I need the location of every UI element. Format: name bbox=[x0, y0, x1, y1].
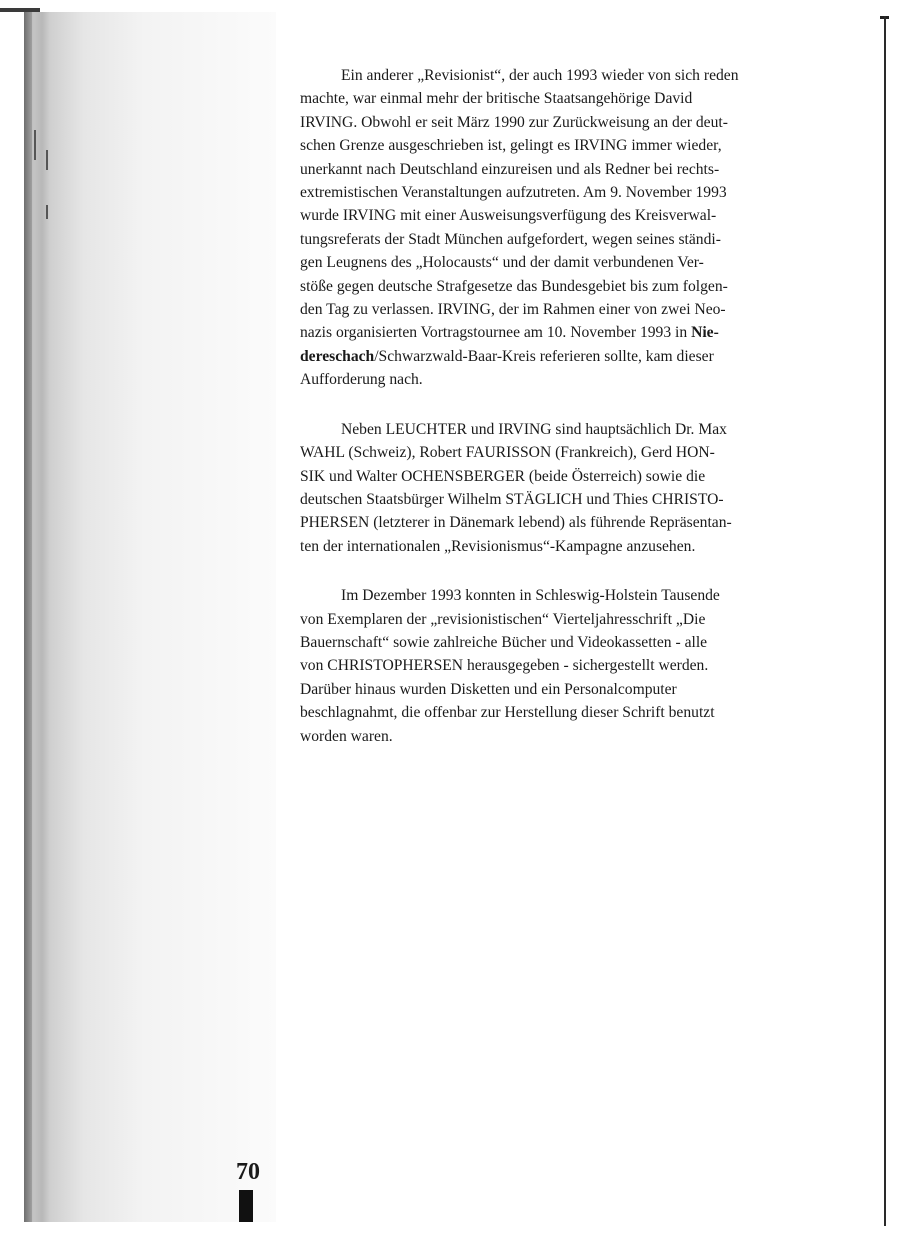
text-line: beschlagnahmt, die offenbar zur Herstellung dieser Schrift benutzt bbox=[300, 704, 715, 722]
text-line: ten der internationalen „Revisionismus“-Kampagne anzusehen. bbox=[300, 537, 696, 555]
text-line: IRVING. Obwohl er seit März 1990 zur Zurückweisung an der deut- bbox=[300, 113, 728, 131]
text-line: von CHRISTOPHERSEN herausgegeben - sichergestellt werden. bbox=[300, 657, 709, 675]
page-number-marker bbox=[239, 1190, 253, 1222]
text-line: den Tag zu verlassen. IRVING, der im Rahmen einer von zwei Neo- bbox=[300, 301, 726, 319]
text-line bbox=[300, 345, 815, 368]
text-line: machte, war einmal mehr der britische Staatsangehörige David bbox=[300, 90, 693, 108]
text-line: von Exemplaren der „revisionistischen“ Vierteljahresschrift „Die bbox=[300, 610, 706, 628]
text-line: tungsreferats der Stadt München aufgefordert, wegen seines ständi- bbox=[300, 230, 721, 248]
text-line: schen Grenze ausgeschrieben ist, gelingt es IRVING immer wieder, bbox=[300, 137, 722, 155]
text-line: extremistischen Veranstaltungen aufzutreten. Am 9. November 1993 bbox=[300, 184, 727, 202]
text-line: PHERSEN (letzterer in Dänemark lebend) als führende Repräsentan- bbox=[300, 514, 732, 532]
page-number: 70 bbox=[236, 1159, 260, 1185]
text-line: wurde IRVING mit einer Ausweisungsverfügung des Kreisverwal- bbox=[300, 207, 717, 225]
scan-corner-mark bbox=[0, 8, 40, 12]
scan-artifact-tick bbox=[34, 130, 36, 160]
text-line: Ein anderer „Revisionist“, der auch 1993 wieder von sich reden bbox=[341, 67, 739, 84]
bold-place-name: Nie- bbox=[691, 324, 719, 342]
scan-right-rule bbox=[884, 16, 886, 1226]
text-line: Im Dezember 1993 konnten in Schleswig-Holstein Tausende bbox=[341, 587, 720, 605]
scan-artifact-tick bbox=[46, 205, 48, 219]
text-line bbox=[300, 321, 815, 344]
paragraph-1 bbox=[300, 64, 815, 392]
text-fragment: /Schwarzwald-Baar-Kreis referieren sollte, kam dieser bbox=[374, 347, 714, 365]
text-line: Darüber hinaus wurden Disketten und ein Personalcomputer bbox=[300, 680, 677, 698]
body-text bbox=[300, 64, 815, 748]
text-line: deutschen Staatsbürger Wilhelm STÄGLICH und Thies CHRISTO- bbox=[300, 490, 724, 508]
text-line: stöße gegen deutsche Strafgesetze das Bundesgebiet bis zum folgen- bbox=[300, 277, 728, 295]
text-line: Bauernschaft“ sowie zahlreiche Bücher und Videokassetten - alle bbox=[300, 633, 708, 651]
bold-place-name: dereschach bbox=[300, 347, 375, 365]
scan-margin-edge bbox=[24, 12, 32, 1222]
text-line: worden waren. bbox=[300, 727, 393, 745]
text-line: Aufforderung nach. bbox=[300, 371, 423, 389]
text-fragment: nazis organisierten Vortragstournee am 10. November 1993 in bbox=[300, 324, 692, 342]
scan-margin-strip bbox=[24, 12, 276, 1222]
scan-artifact-tick bbox=[46, 150, 48, 170]
paragraph-2 bbox=[300, 418, 815, 558]
paragraph-3 bbox=[300, 584, 815, 748]
text-line: Neben LEUCHTER und IRVING sind hauptsächlich Dr. Max bbox=[341, 420, 727, 438]
text-line: SIK und Walter OCHENSBERGER (beide Österreich) sowie die bbox=[300, 467, 706, 485]
text-line: WAHL (Schweiz), Robert FAURISSON (Frankreich), Gerd HON- bbox=[300, 444, 715, 462]
text-line: unerkannt nach Deutschland einzureisen und als Redner bei rechts- bbox=[300, 160, 720, 178]
text-line: gen Leugnens des „Holocausts“ und der damit verbundenen Ver- bbox=[300, 254, 704, 272]
